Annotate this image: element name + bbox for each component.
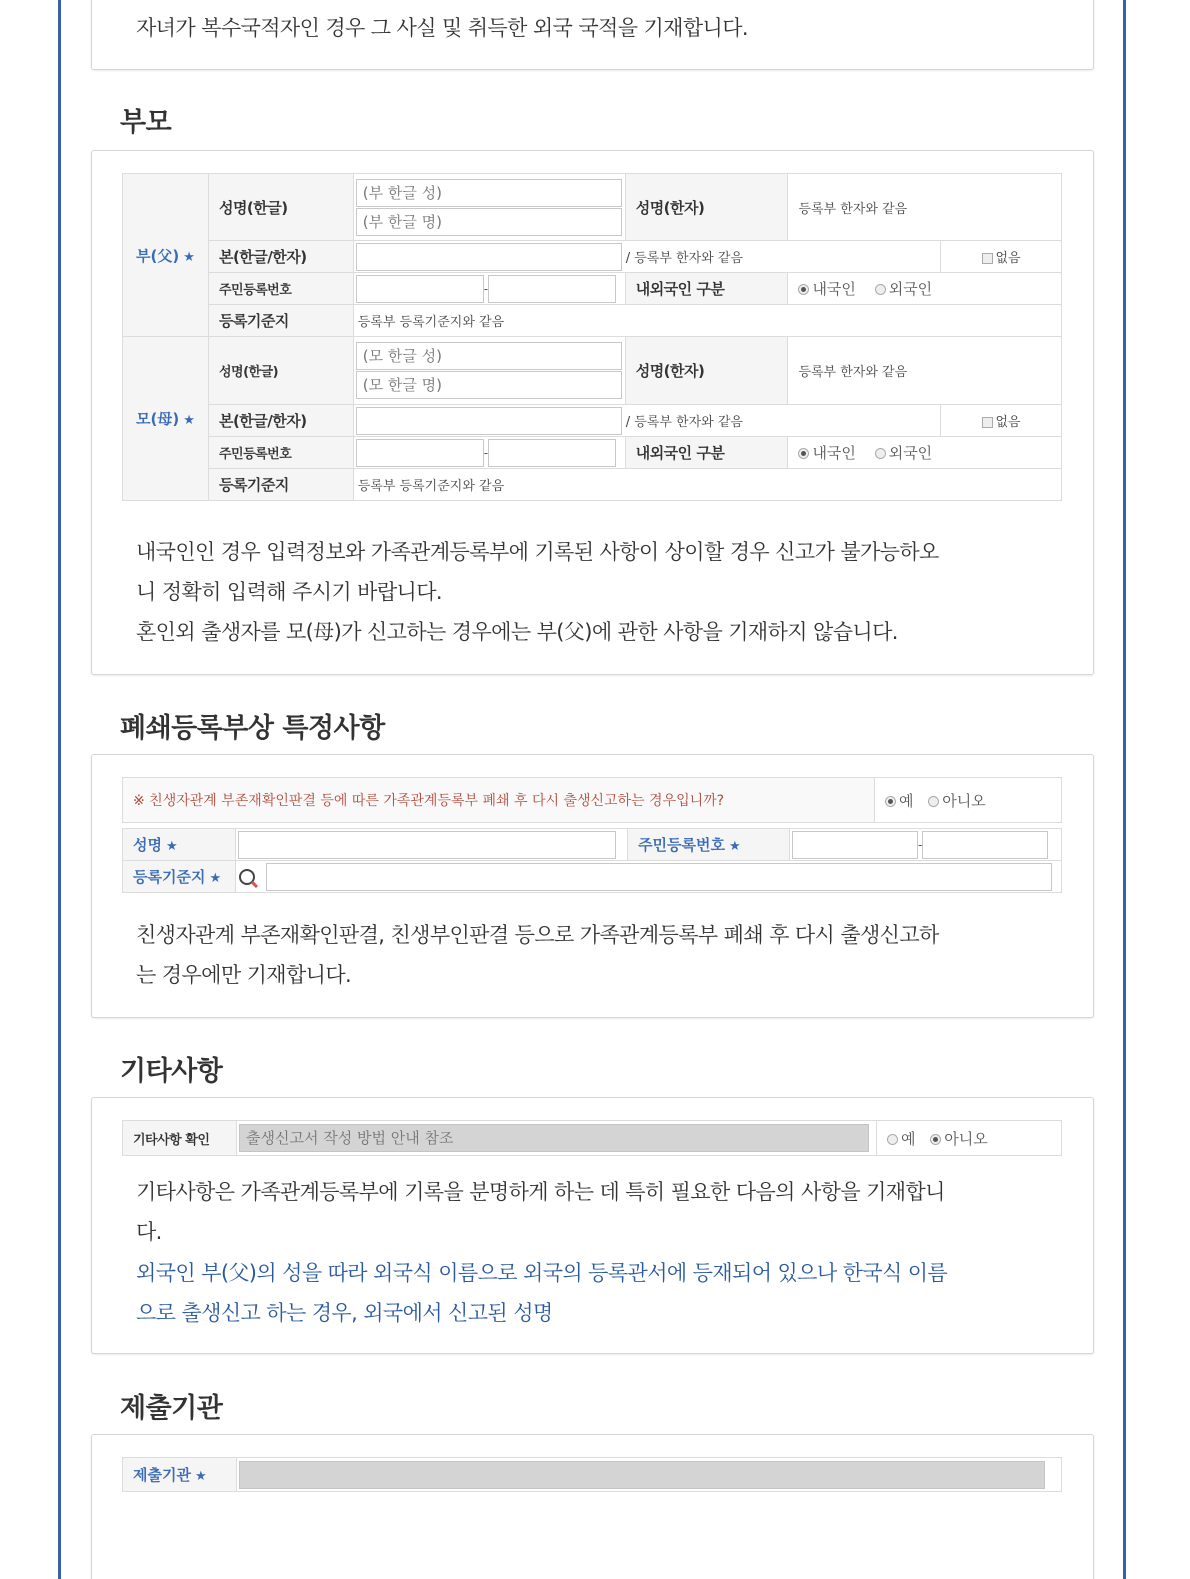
etc-note-3: 외국인 부(父)의 성을 따라 외국식 이름으로 외국의 등록관서에 등재되어 있으나 한국식 이름 [136, 1261, 948, 1285]
etc-input[interactable] [239, 1124, 869, 1152]
radio-checked-icon [798, 284, 809, 295]
mother-name-kr-label: 성명(한글) [208, 337, 353, 405]
required-star-icon: ★ [729, 839, 741, 854]
submit-agency-select[interactable] [239, 1461, 1045, 1489]
mother-rrn-label: 주민등록번호 [208, 437, 353, 469]
mother-base-value: 등록부 등록기준지와 같음 [353, 469, 1061, 501]
mother-none-checkbox[interactable]: 없음 [941, 405, 1062, 437]
mother-given-name-input[interactable] [356, 371, 622, 399]
mother-name-hanja-value: 등록부 한자와 같음 [788, 337, 1062, 405]
frame-right-border [1123, 0, 1126, 1579]
closed-base-input[interactable] [266, 863, 1052, 891]
mother-name-hanja-label: 성명(한자) [625, 337, 788, 405]
father-origin-input[interactable] [356, 243, 622, 271]
radio-icon [887, 1134, 898, 1145]
submit-label: 제출기관 ★ [123, 1458, 237, 1492]
mother-surname-input[interactable] [356, 342, 622, 370]
father-rrn-back-input[interactable] [488, 275, 616, 303]
father-domestic-radio[interactable]: 내국인 [798, 280, 855, 298]
closed-registry-section-title: 폐쇄등록부상 특정사항 [120, 713, 385, 744]
submit-box [91, 1434, 1094, 1579]
father-name-hanja-value: 등록부 한자와 같음 [788, 174, 1062, 241]
radio-checked-icon [930, 1134, 941, 1145]
mother-domestic-radio[interactable]: 내국인 [798, 444, 855, 462]
closed-rrn-front-input[interactable] [792, 831, 918, 859]
etc-note-1: 기타사항은 가족관계등록부에 기록을 분명하게 하는 데 특히 필요한 다음의 사항을 기재합니 [136, 1180, 945, 1204]
father-surname-input[interactable] [356, 179, 622, 207]
closed-note-2: 는 경우에만 기재합니다. [136, 963, 352, 987]
required-star-icon: ★ [209, 871, 222, 886]
father-name-kr-label: 성명(한글) [208, 174, 353, 241]
father-given-name-input[interactable] [356, 208, 622, 236]
etc-section-title: 기타사항 [120, 1056, 223, 1087]
parents-note-3: 혼인외 출생자를 모(母)가 신고하는 경우에는 부(父)에 관한 사항을 기재하지 않습니다. [136, 620, 898, 644]
closed-question-table [122, 777, 1062, 823]
mother-rrn-front-input[interactable] [356, 439, 484, 467]
mother-base-label: 등록기준지 [208, 469, 353, 501]
father-none-checkbox[interactable]: 없음 [941, 241, 1062, 273]
submit-section-title: 제출기관 [120, 1393, 223, 1424]
closed-name-label: 성명 ★ [123, 829, 236, 861]
etc-yes-radio[interactable]: 예 [887, 1130, 916, 1148]
required-star-icon: ★ [183, 249, 195, 265]
top-note: 자녀가 복수국적자인 경우 그 사실 및 취득한 외국 국적을 기재합니다. [136, 16, 748, 40]
search-icon[interactable] [238, 868, 256, 886]
closed-detail-table: 성명 ★ 주민등록번호 ★ - 등록기준지 ★ [122, 828, 1062, 893]
radio-icon [928, 796, 939, 807]
father-name-hanja-label: 성명(한자) [625, 174, 788, 241]
closed-name-input[interactable] [238, 831, 616, 859]
required-star-icon: ★ [183, 413, 195, 428]
mother-origin-suffix: / 등록부 한자와 같음 [625, 415, 743, 430]
mother-origin-input[interactable] [356, 407, 622, 435]
closed-note-1: 친생자관계 부존재확인판결, 친생부인판결 등으로 가족관계등록부 폐쇄 후 다시 출생신고하 [136, 923, 939, 947]
radio-icon [875, 284, 886, 295]
checkbox-icon [982, 417, 993, 428]
required-star-icon: ★ [165, 839, 178, 854]
parents-note-2: 니 정확히 입력해 주시기 바랍니다. [136, 580, 442, 604]
mother-row-head: 모(母) ★ [123, 337, 209, 501]
radio-checked-icon [885, 796, 896, 807]
checkbox-icon [982, 253, 993, 264]
closed-yes-radio[interactable]: 예 [885, 792, 914, 810]
mother-rrn-back-input[interactable] [488, 439, 616, 467]
parents-section-title: 부모 [120, 107, 172, 138]
required-star-icon: ★ [194, 1469, 207, 1484]
parents-table: 부(父) ★ 성명(한글) (부 한글 성) (부 한글 명) 성명(한자) 등록부 한자와 같음 본(한글/한자) / 등록부 한자와 같음 없음 주민등록번호 - 내외국인 구분 내국인 외국인 등록기준지 등록부 등록기준지와 같음 모(母) ★ 성명(한글) (모 한글 성) (모 한글 명) 성명(한자) 등록부 한자와 같음 본(한글/한자) / 등록부 한자와 같음 없음 주민등록번호 - 내외국인 구분 내국인 외국인 등록기준지 등록부 등록기준지와 같음 [122, 173, 1062, 501]
etc-note-4: 으로 출생신고 하는 경우, 외국에서 신고된 성명 [136, 1301, 553, 1325]
frame-left-border [58, 0, 61, 1579]
etc-table [122, 1120, 1062, 1156]
father-rrn-label: 주민등록번호 [208, 273, 353, 305]
father-origin-label: 본(한글/한자) [208, 241, 353, 273]
mother-nationality-label: 내외국인 구분 [625, 437, 788, 469]
etc-note-2: 다. [136, 1220, 162, 1244]
submit-table [122, 1457, 1062, 1492]
father-origin-suffix: / 등록부 한자와 같음 [625, 251, 743, 266]
mother-origin-label: 본(한글/한자) [208, 405, 353, 437]
closed-base-label: 등록기준지 ★ [123, 861, 236, 893]
mother-foreign-radio[interactable]: 외국인 [875, 444, 932, 462]
closed-question-text: ※ 친생자관계 부존재확인판결 등에 따른 가족관계등록부 폐쇄 후 다시 출생신고하는 경우입니까? [123, 778, 875, 823]
etc-label: 기타사항 확인 [123, 1121, 237, 1156]
father-rrn-front-input[interactable] [356, 275, 484, 303]
radio-icon [875, 448, 886, 459]
father-foreign-radio[interactable]: 외국인 [875, 280, 932, 298]
closed-rrn-back-input[interactable] [922, 831, 1048, 859]
closed-no-radio[interactable]: 아니오 [928, 792, 985, 810]
etc-no-radio[interactable]: 아니오 [930, 1130, 987, 1148]
father-row-head: 부(父) ★ [123, 174, 209, 337]
closed-rrn-label: 주민등록번호 ★ [628, 829, 790, 861]
father-base-label: 등록기준지 [208, 305, 353, 337]
radio-checked-icon [798, 448, 809, 459]
parents-note-1: 내국인인 경우 입력정보와 가족관계등록부에 기록된 사항이 상이할 경우 신고가 불가능하오 [136, 540, 939, 564]
father-nationality-label: 내외국인 구분 [625, 273, 788, 305]
father-base-value: 등록부 등록기준지와 같음 [353, 305, 1061, 337]
